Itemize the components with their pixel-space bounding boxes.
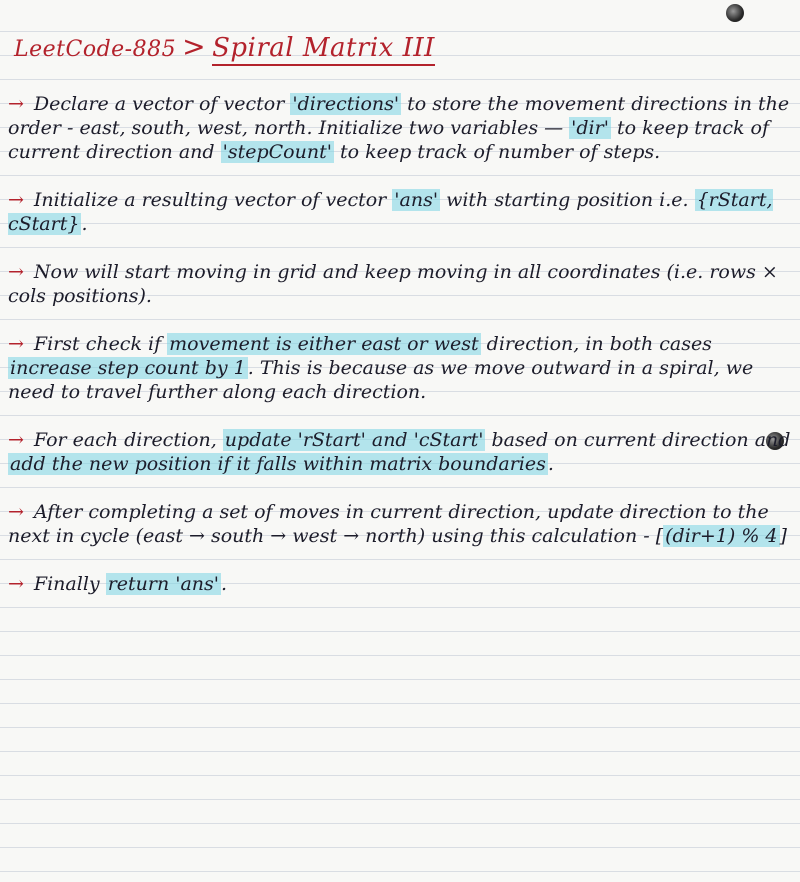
highlighted-text: 'stepCount' (222, 141, 332, 163)
step-text: based on current direction and (485, 429, 791, 451)
step-text: For each direction, (33, 429, 223, 451)
step-text: First check if (33, 333, 168, 355)
highlighted-text: (dir+1) % 4 (665, 525, 778, 547)
step-paragraph (8, 92, 792, 164)
step-text: direction, in both cases (480, 333, 712, 355)
step-text: with starting position i.e. (440, 189, 695, 211)
highlighted-text: {rStart, cStart} (8, 189, 773, 235)
arrow-icon: → (8, 93, 24, 115)
step-text: Now will start moving in grid and keep moving in all coordinates (i.e. rows × cols positions). (8, 261, 778, 307)
arrow-icon: → (8, 189, 24, 211)
arrow-icon: → (8, 573, 24, 595)
step-paragraph (8, 332, 792, 404)
step-text: to keep track of number of steps. (333, 141, 661, 163)
step-paragraph (8, 500, 792, 548)
binder-hole-icon (726, 4, 744, 22)
step-paragraph (8, 188, 792, 236)
arrow-icon: → (8, 501, 24, 523)
arrow-icon: → (8, 333, 24, 355)
step-text: Finally (33, 573, 106, 595)
step-paragraph (8, 428, 792, 476)
arrow-icon: → (8, 261, 24, 283)
step-paragraph (8, 572, 792, 596)
title-separator: > (182, 30, 207, 63)
step-text: . (547, 453, 554, 475)
highlighted-text: add the new position if it falls within matrix boundaries (10, 453, 546, 475)
step-paragraph (8, 260, 792, 308)
step-text: to keep track of current direction and (8, 117, 770, 163)
highlighted-text: increase step count by 1 (10, 357, 246, 379)
step-text: After completing a set of moves in current direction, update direction to the next in cycle (east → south → west → north) using this calculation - [ (8, 501, 769, 547)
highlighted-text: 'dir' (571, 117, 609, 139)
step-text: ] (779, 525, 787, 547)
step-text: . This is because as we move outward in a spiral, we need to travel further along each direction. (8, 357, 754, 403)
step-text: Declare a vector of vector (33, 93, 291, 115)
step-text: Initialize a resulting vector of vector (33, 189, 393, 211)
highlighted-text: return 'ans' (107, 573, 220, 595)
highlighted-text: movement is either east or west (169, 333, 479, 355)
step-text: to store the movement directions in the order - east, south, west, north. Initialize two variables — (8, 93, 790, 139)
page-title (14, 30, 774, 64)
title-problem-number: LeetCode-885 (14, 37, 177, 62)
title-problem-name: Spiral Matrix III (212, 33, 435, 66)
arrow-icon: → (8, 429, 24, 451)
highlighted-text: update 'rStart' and 'cStart' (224, 429, 484, 451)
step-text: . (81, 213, 88, 235)
highlighted-text: 'ans' (394, 189, 439, 211)
highlighted-text: 'directions' (292, 93, 400, 115)
step-text: . (221, 573, 228, 595)
steps-list (8, 92, 792, 620)
